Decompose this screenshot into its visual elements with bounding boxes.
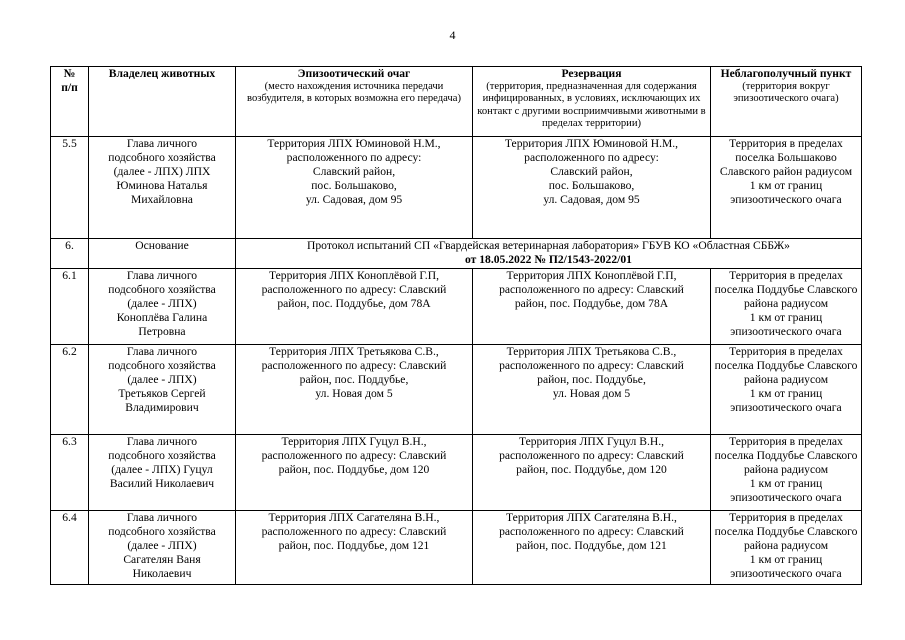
focus-cell — [236, 511, 473, 585]
cell-line: расположенного по адресу: Славский — [261, 359, 447, 372]
cell-line: Глава личного — [126, 435, 198, 448]
cell-line: поселка Поддубье Славского — [714, 283, 858, 296]
row-number: 6. — [51, 239, 89, 269]
cell-line: подсобного хозяйства — [108, 449, 216, 462]
cell-line: поселка Поддубье Славского — [714, 449, 858, 462]
focus-cell — [236, 345, 473, 435]
focus-cell — [236, 435, 473, 511]
cell-line: (далее - ЛПХ) ЛПХ — [113, 165, 211, 178]
owner-cell — [89, 269, 236, 345]
table-row — [51, 345, 862, 435]
page-number: 4 — [449, 28, 456, 42]
protocol-title: Протокол испытаний СП «Гвардейская ветеринарная лаборатория» ГБУВ КО «Областная СББЖ» — [307, 239, 790, 252]
table-row — [51, 435, 862, 511]
cell-line: расположенного по адресу: Славский — [499, 359, 684, 372]
cell-line: Территория ЛПХ Третьякова С.В., — [506, 345, 677, 358]
cell-line: ул. Садовая, дом 95 — [543, 193, 640, 206]
cell-line: района радиусом — [743, 463, 829, 476]
cell-line: эпизоотического очага — [730, 567, 842, 580]
header-reservation: Резервация (территория, предназначенная для содержания инфицированных, в условиях, исключающих их контакт с другими восприимчивыми животными в пределах территории) — [473, 67, 711, 137]
row-number: 6.4 — [51, 511, 89, 585]
cell-line: Территория в пределах — [729, 269, 843, 282]
cell-line: район, пос. Поддубье, дом 78А — [514, 297, 669, 310]
cell-line: района радиусом — [743, 373, 829, 386]
cell-line: Николаевич — [132, 567, 192, 580]
cell-line: (далее - ЛПХ) — [127, 539, 197, 552]
header-owner: Владелец животных — [89, 67, 236, 137]
quarantine-table — [50, 66, 862, 585]
owner-cell — [89, 345, 236, 435]
owner-cell — [89, 435, 236, 511]
cell-line: Территория в пределах — [729, 345, 843, 358]
focus-cell — [236, 269, 473, 345]
cell-line: Территория в пределах — [729, 137, 843, 150]
cell-line: Глава личного — [126, 511, 198, 524]
cell-line: расположенного по адресу: Славский — [499, 525, 684, 538]
reservation-cell — [473, 269, 711, 345]
area-cell — [711, 345, 862, 435]
cell-line: поселка Поддубье Славского — [714, 525, 858, 538]
cell-line: 1 км от границ — [749, 477, 823, 490]
table-row — [51, 137, 862, 239]
table-row — [51, 511, 862, 585]
cell-line: района радиусом — [743, 539, 829, 552]
cell-line: район, пос. Поддубье, — [537, 373, 646, 386]
cell-line: ул. Новая дом 5 — [552, 387, 631, 400]
row-number: 6.2 — [51, 345, 89, 435]
cell-line: ул. Новая дом 5 — [315, 387, 393, 400]
cell-line: (далее - ЛПХ) — [127, 297, 197, 310]
cell-line: подсобного хозяйства — [108, 359, 216, 372]
cell-line: расположенного по адресу: Славский — [499, 283, 684, 296]
cell-line: 1 км от границ — [749, 179, 823, 192]
cell-line: Сагателян Ваня — [123, 553, 201, 566]
cell-line: ул. Садовая, дом 95 — [305, 193, 403, 206]
protocol-number: от 18.05.2022 № П2/1543-2022/01 — [465, 253, 632, 266]
cell-line: Территория в пределах — [729, 435, 843, 448]
cell-line: Юминова Наталья — [116, 179, 208, 192]
cell-line: район, пос. Поддубье, дом 120 — [516, 463, 667, 476]
cell-line: Территория ЛПХ Сагателяна В.Н., — [506, 511, 677, 524]
area-cell — [711, 269, 862, 345]
cell-line: расположенного по адресу: Славский — [261, 283, 447, 296]
reservation-cell — [473, 435, 711, 511]
cell-line: подсобного хозяйства — [108, 525, 216, 538]
cell-line: Славский район, — [312, 165, 396, 178]
focus-cell — [236, 137, 473, 239]
cell-line: поселка Поддубье Славского — [714, 359, 858, 372]
header-row — [51, 67, 862, 137]
cell-line: Глава личного — [126, 269, 198, 282]
owner-cell — [89, 137, 236, 239]
cell-line: район, пос. Поддубье, дом 120 — [278, 463, 430, 476]
cell-line: расположенного по адресу: Славский — [261, 525, 447, 538]
cell-line: Славский район, — [550, 165, 633, 178]
cell-line: Территория ЛПХ Гуцул В.Н., — [518, 435, 665, 448]
cell-line: эпизоотического очага — [730, 193, 842, 206]
cell-line: район, пос. Поддубье, дом 78А — [277, 297, 431, 310]
owner-cell — [89, 511, 236, 585]
cell-line: (далее - ЛПХ) Гуцул — [111, 463, 213, 476]
cell-line: расположенного по адресу: Славский — [261, 449, 447, 462]
cell-line: район, пос. Поддубье, дом 121 — [516, 539, 667, 552]
cell-line: района радиусом — [743, 297, 829, 310]
cell-line: Коноплёва Галина — [116, 311, 208, 324]
row-number: 6.1 — [51, 269, 89, 345]
reservation-cell — [473, 345, 711, 435]
cell-line: расположенного по адресу: — [286, 151, 422, 164]
area-cell — [711, 435, 862, 511]
cell-line: Глава личного — [126, 137, 198, 150]
cell-line: поселка Большаково — [735, 151, 837, 164]
cell-line: (далее - ЛПХ) — [127, 373, 197, 386]
cell-line: подсобного хозяйства — [108, 151, 216, 164]
cell-line: Территория ЛПХ Юминовой Н.М., — [504, 137, 679, 150]
cell-line: район, пос. Поддубье, дом 121 — [278, 539, 430, 552]
cell-line: Владимирович — [125, 401, 199, 414]
header-focus: Эпизоотический очаг (место нахождения источника передачи возбудителя, в которых возможна его передача) — [236, 67, 473, 137]
cell-line: 1 км от границ — [749, 387, 823, 400]
cell-line: Славского район радиусом — [719, 165, 853, 178]
cell-line: эпизоотического очага — [730, 401, 842, 414]
cell-line: эпизоотического очага — [730, 325, 842, 338]
cell-line: пос. Большаково, — [548, 179, 635, 192]
cell-line: Территория в пределах — [729, 511, 843, 524]
cell-line: Глава личного — [126, 345, 198, 358]
cell-line: пос. Большаково, — [311, 179, 397, 192]
cell-line: эпизоотического очага — [730, 491, 842, 504]
cell-line: Василий Николаевич — [109, 477, 215, 490]
basis-label: Основание — [89, 239, 236, 269]
cell-line: Территория ЛПХ Коноплёвой Г.П, — [269, 269, 439, 282]
cell-line: район, пос. Поддубье, — [299, 373, 409, 386]
table-row — [51, 239, 862, 269]
header-num: № п/п — [51, 67, 89, 137]
cell-line: Территория ЛПХ Сагателяна В.Н., — [268, 511, 440, 524]
cell-line: расположенного по адресу: — [524, 151, 659, 164]
area-cell — [711, 137, 862, 239]
cell-line: Территория ЛПХ Коноплёвой Г.П, — [506, 269, 677, 282]
area-cell — [711, 511, 862, 585]
cell-line: Территория ЛПХ Гуцул В.Н., — [281, 435, 427, 448]
cell-line: Петровна — [138, 325, 186, 338]
basis-text — [236, 239, 862, 269]
cell-line: Территория ЛПХ Юминовой Н.М., — [267, 137, 441, 150]
cell-line: расположенного по адресу: Славский — [499, 449, 684, 462]
cell-line: подсобного хозяйства — [108, 283, 216, 296]
table-row — [51, 269, 862, 345]
cell-line: Территория ЛПХ Третьякова С.В., — [269, 345, 439, 358]
header-area: Неблагополучный пункт (территория вокруг эпизоотического очага) — [711, 67, 862, 137]
cell-line: 1 км от границ — [749, 553, 823, 566]
reservation-cell — [473, 511, 711, 585]
reservation-cell — [473, 137, 711, 239]
row-number: 5.5 — [51, 137, 89, 239]
cell-line: Михайловна — [131, 193, 193, 206]
row-number: 6.3 — [51, 435, 89, 511]
cell-line: Третьяков Сергей — [118, 387, 206, 400]
cell-line: 1 км от границ — [749, 311, 823, 324]
